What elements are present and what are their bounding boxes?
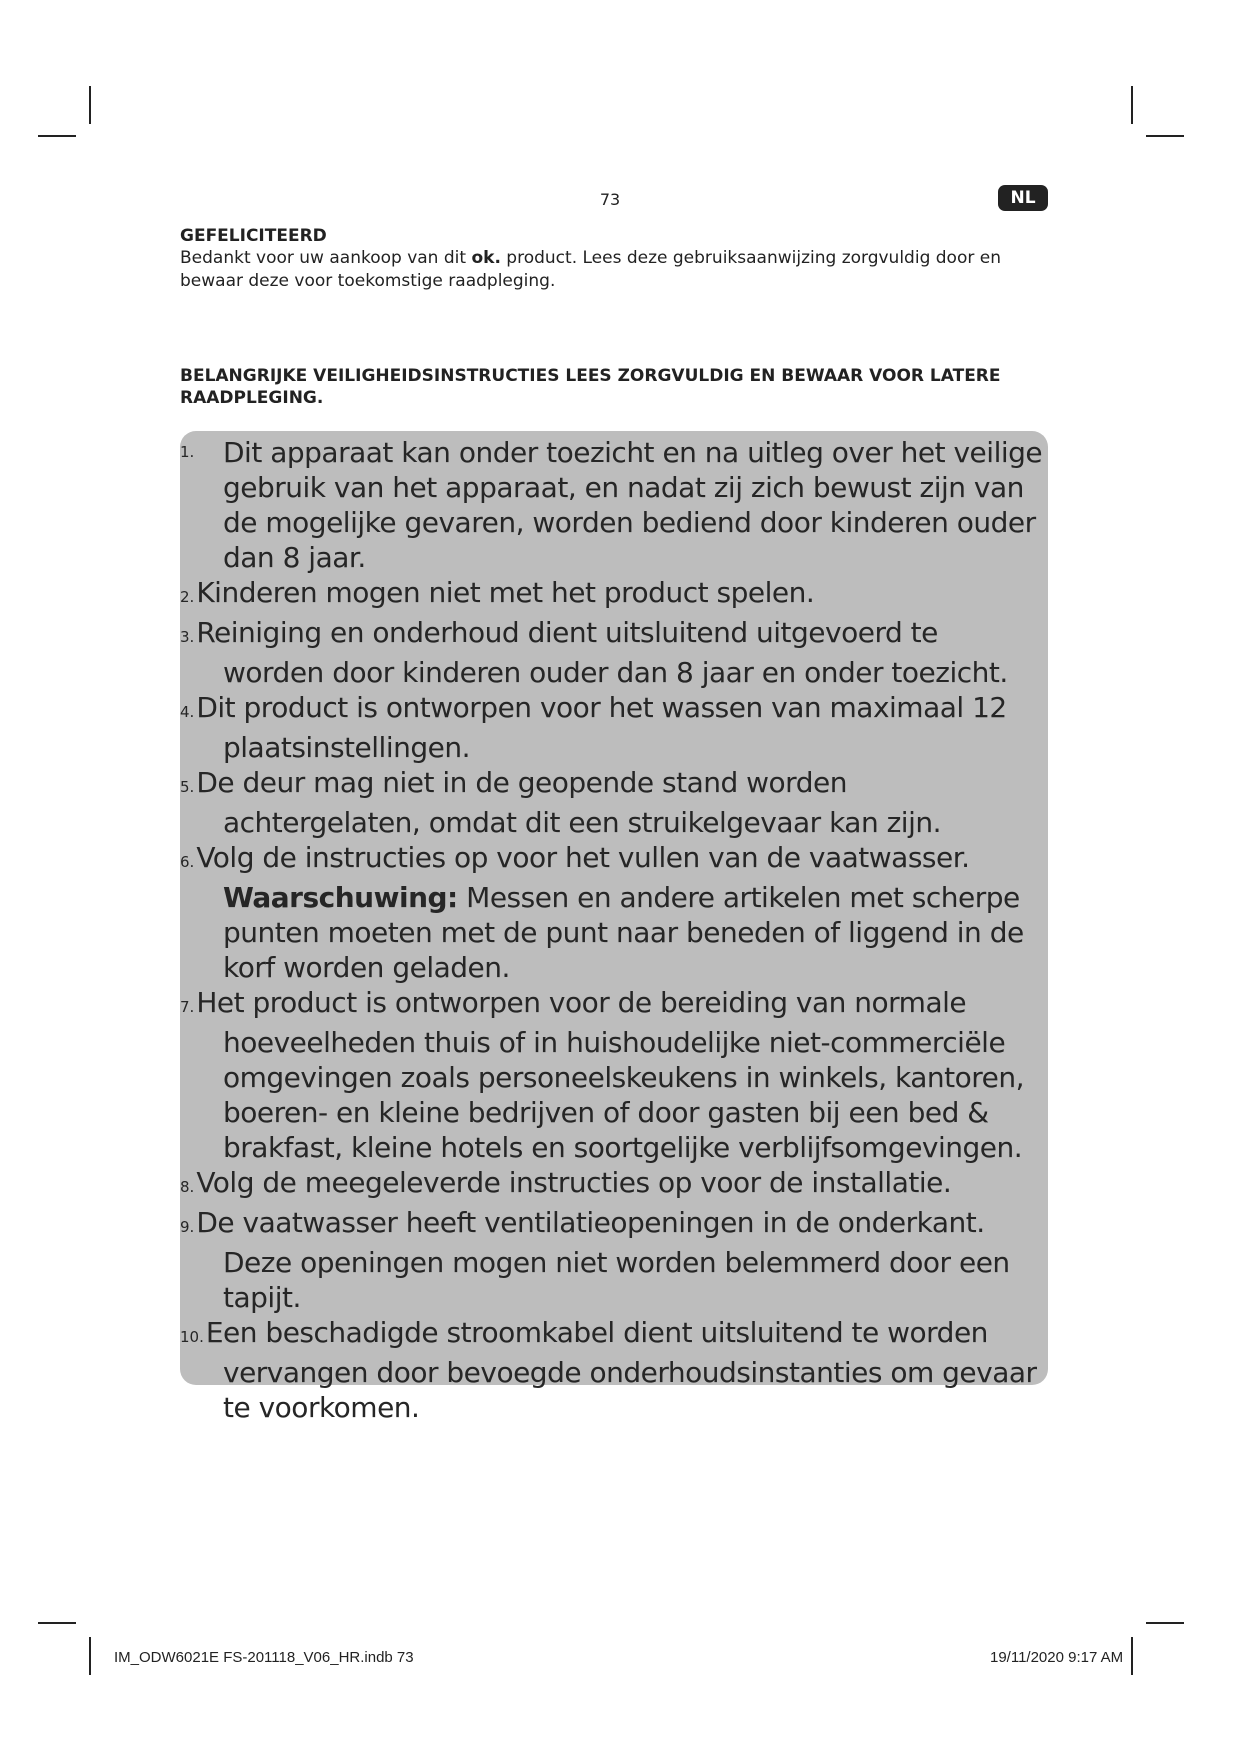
intro-text-start: Bedankt voor uw aankoop van dit — [180, 248, 472, 268]
crop-mark — [38, 135, 76, 137]
instruction-item — [180, 840, 1048, 985]
crop-mark — [89, 86, 91, 124]
instruction-number: 3. — [180, 628, 195, 646]
instruction-number: 5. — [180, 778, 195, 796]
instruction-text: De vaatwasser heeft ventilatieopeningen in de onderkant. — [196, 1206, 985, 1239]
instruction-item — [180, 435, 1048, 575]
crop-mark — [1131, 1637, 1133, 1675]
instruction-text: Dit product is ontworpen voor het wassen van maximaal 12 — [196, 691, 1007, 724]
instruction-number: 10. — [180, 1328, 204, 1346]
instruction-number: 7. — [180, 998, 195, 1016]
instruction-text-continued: achtergelaten, omdat dit een struikelgevaar kan zijn. — [223, 806, 942, 839]
instruction-number: 6. — [180, 853, 195, 871]
crop-mark — [38, 1622, 76, 1624]
instruction-text: Volg de meegeleverde instructies op voor de installatie. — [196, 1166, 952, 1199]
instruction-item — [180, 1165, 1048, 1205]
intro-text-end: product. Lees deze gebruiksaanwijzing zorgvuldig door en bewaar deze voor toekomstige raadpleging. — [180, 248, 1001, 291]
instruction-text: Dit apparaat kan onder toezicht en na uitleg over het veilige gebruik van het apparaat, en nadat zij zich bewust zijn van de mogelijke gevaren, worden bediend door kinderen ouder dan 8 jaar. — [223, 436, 1043, 574]
instruction-number: 2. — [180, 588, 195, 606]
instruction-number: 4. — [180, 703, 195, 721]
instruction-item — [180, 575, 1048, 615]
crop-mark — [89, 1637, 91, 1675]
safety-instructions-box — [180, 431, 1048, 1424]
language-badge: NL — [998, 185, 1048, 211]
instruction-text-continued: worden door kinderen ouder dan 8 jaar en onder toezicht. — [223, 656, 1008, 689]
instruction-text: De deur mag niet in de geopende stand worden — [196, 766, 847, 799]
instruction-text: Het product is ontworpen voor de bereiding van normale — [196, 986, 967, 1019]
footer-file-info: IM_ODW6021E FS-201118_V06_HR.indb 73 — [114, 1649, 414, 1666]
warning-label: Waarschuwing: — [223, 881, 458, 914]
instruction-item — [180, 690, 1048, 765]
instruction-text-continued: plaatsinstellingen. — [223, 731, 470, 764]
instruction-number: 8. — [180, 1178, 195, 1196]
instruction-text-continued: Deze openingen mogen niet worden belemmerd door een tapijt. — [223, 1246, 1010, 1314]
instruction-number: 1. — [180, 443, 195, 461]
instruction-item — [180, 1315, 1048, 1425]
instruction-item — [180, 615, 1048, 690]
instruction-text: Reiniging en onderhoud dient uitsluitend uitgevoerd te — [196, 616, 938, 649]
safety-heading: BELANGRIJKE VEILIGHEIDSINSTRUCTIES LEES ZORGVULDIG EN BEWAAR VOOR LATERE RAADPLEGING. — [180, 366, 1001, 408]
instruction-text: Kinderen mogen niet met het product spelen. — [196, 576, 815, 609]
warning-text: Messen en andere artikelen met scherpe punten moeten met de punt naar beneden of liggend in de korf worden geladen. — [223, 881, 1024, 984]
crop-mark — [1131, 86, 1133, 124]
instruction-text: Een beschadigde stroomkabel dient uitsluitend te worden — [205, 1316, 988, 1349]
instruction-number: 9. — [180, 1218, 195, 1236]
brand-name: ok. — [471, 248, 501, 268]
congrats-heading: GEFELICITEERD — [180, 226, 327, 246]
instruction-text: Volg de instructies op voor het vullen van de vaatwasser. — [196, 841, 970, 874]
instruction-list — [180, 435, 1048, 1425]
warning-paragraph — [180, 880, 1048, 985]
instruction-item — [180, 1205, 1048, 1315]
instruction-text-continued: vervangen door bevoegde onderhoudsinstanties om gevaar te voorkomen. — [223, 1356, 1037, 1424]
page-number: 73 — [599, 190, 621, 209]
instruction-text-continued: hoeveelheden thuis of in huishoudelijke niet-commerciële omgevingen zoals personeelskeukens in winkels, kantoren, boeren- en kleine bedrijven of door gasten bij een bed & brakfast, kleine hotels en soortgelijke verblijfsomgevingen. — [223, 1026, 1025, 1164]
intro-paragraph — [180, 247, 1060, 293]
crop-mark — [1146, 135, 1184, 137]
instruction-item — [180, 765, 1048, 840]
instruction-item — [180, 985, 1048, 1165]
footer-timestamp: 19/11/2020 9:17 AM — [990, 1649, 1124, 1666]
crop-mark — [1146, 1622, 1184, 1624]
